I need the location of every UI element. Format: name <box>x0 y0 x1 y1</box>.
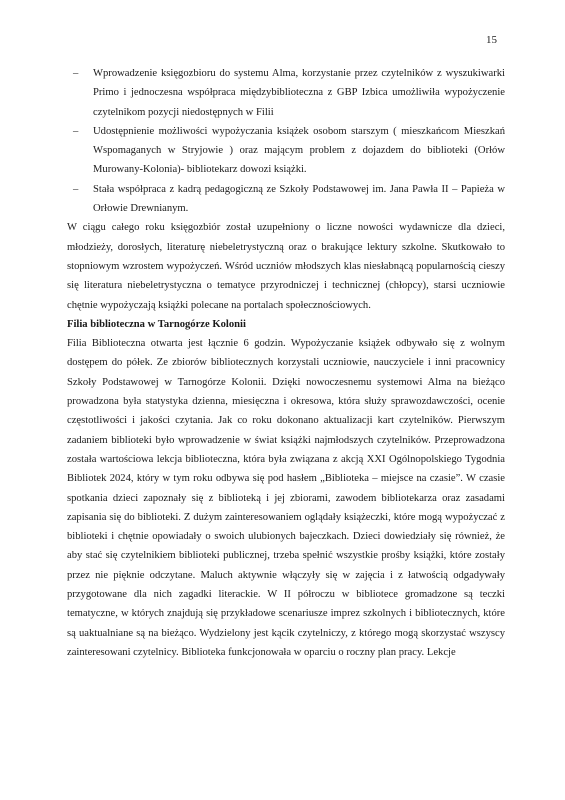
list-item <box>67 180 505 219</box>
list-item-text: Stała współpraca z kadrą pedagogiczną ze Szkoły Podstawowej im. Jana Pawła II – Papieża w Orłowie Drewnianym. <box>93 183 505 215</box>
paragraph-branch-library: Filia Biblioteczna otwarta jest łącznie 6 godzin. Wypożyczanie książek odbywało się z wolnym dostępem do półek. Ze zbiorów bibliotecznych korzystali uczniowie, nauczyciele i inni pracownicy Szkoły Podstawowej w Tarnogórze Kolonii. Dzięki nowoczesnemu systemowi Alma na bieżąco prowadzona była statystyka dzienna, miesięczna i okresowa, która służy sprawozdawczości, ocenie częstotliwości i jakości czytania. Jak co roku dokonano aktualizacji kart czytelników. Pierwszym zadaniem biblioteki było wprowadzenie w świat książki najmłodszych czytelników. Przeprowadzona została wartościowa lekcja biblioteczna, która była związana z akcją XXI Ogólnopolskiego Tygodnia Bibliotek 2024, który w tym roku odbywa się pod hasłem „Biblioteka – miejsce na czasie”. W czasie spotkania dzieci zapoznały się z biblioteką i jej zbiorami, zawodem bibliotekarza oraz zasadami zapisania się do biblioteki. Z dużym zainteresowaniem oglądały książeczki, które mogą wypożyczać z biblioteki i chętnie opowiadały o swoich ulubionych bajeczkach. Dzieci dowiedziały się również, że aby stać się czytelnikiem biblioteki publicznej, trzeba spełnić wszystkie prośby książki, które zostały przez nie pięknie odczytane. Maluch aktywnie włączyły się w zajęcia i z łatwością odgadywały przygotowane dla nich zagadki literackie. W II półroczu w bibliotece gromadzone są teczki tematyczne, w których znajdują się przykładowe scenariusze imprez szkolnych i bibliotecznych, które są uaktualniane są na bieżąco. Wydzielony jest kącik czytelniczy, z którego mogą skorzystać wszyscy zainteresowani czytelnicy. Biblioteka funkcjonowała w oparciu o roczny plan pracy. Lekcje <box>67 338 505 658</box>
list-item <box>67 122 505 180</box>
list-item-text: Wprowadzenie księgozbioru do systemu Alma, korzystanie przez czytelników z wyszukiwarki Primo i jednoczesna współpraca międzybiblioteczna z GBP Izbica umożliwiła wypożyczenie czytelnikom pozycji niedostępnych w Filii <box>93 68 505 118</box>
section-heading: Filia biblioteczna w Tarnogórze Kolonii <box>67 318 246 330</box>
list-item <box>67 64 505 122</box>
dash-marker: – <box>73 183 79 195</box>
list-item-text: Udostępnienie możliwości wypożyczania książek osobom starszym ( mieszkańcom Mieszkań Wspomaganych w Stryjowie ) oraz mającym problem z dojazdem do biblioteki (Orłów Murowany-Kolonia)- bibliotekarz dowozi książki. <box>93 125 505 176</box>
paragraph-collection: W ciągu całego roku księgozbiór został uzupełniony o liczne nowości wydawnicze dla dzieci, młodzieży, dorosłych, literaturę niebeletrystyczną oraz o brakujące lektury szkolne. Skutkowało to stopniowym wzrostem wypożyczeń. Wśród uczniów młodszych klas niesłabnącą popularnością cieszy się literatura niebeletrystyczna o tematyce przyrodniczej i technicznej (chłopcy), starsi uczniowie chętnie wypożyczają książki polecane na portalach społecznościowych. <box>67 222 505 311</box>
dash-marker: – <box>73 68 79 79</box>
document-body <box>67 64 505 662</box>
dash-marker: – <box>73 125 79 137</box>
bullet-list <box>67 64 505 218</box>
page-number: 15 <box>486 34 497 46</box>
